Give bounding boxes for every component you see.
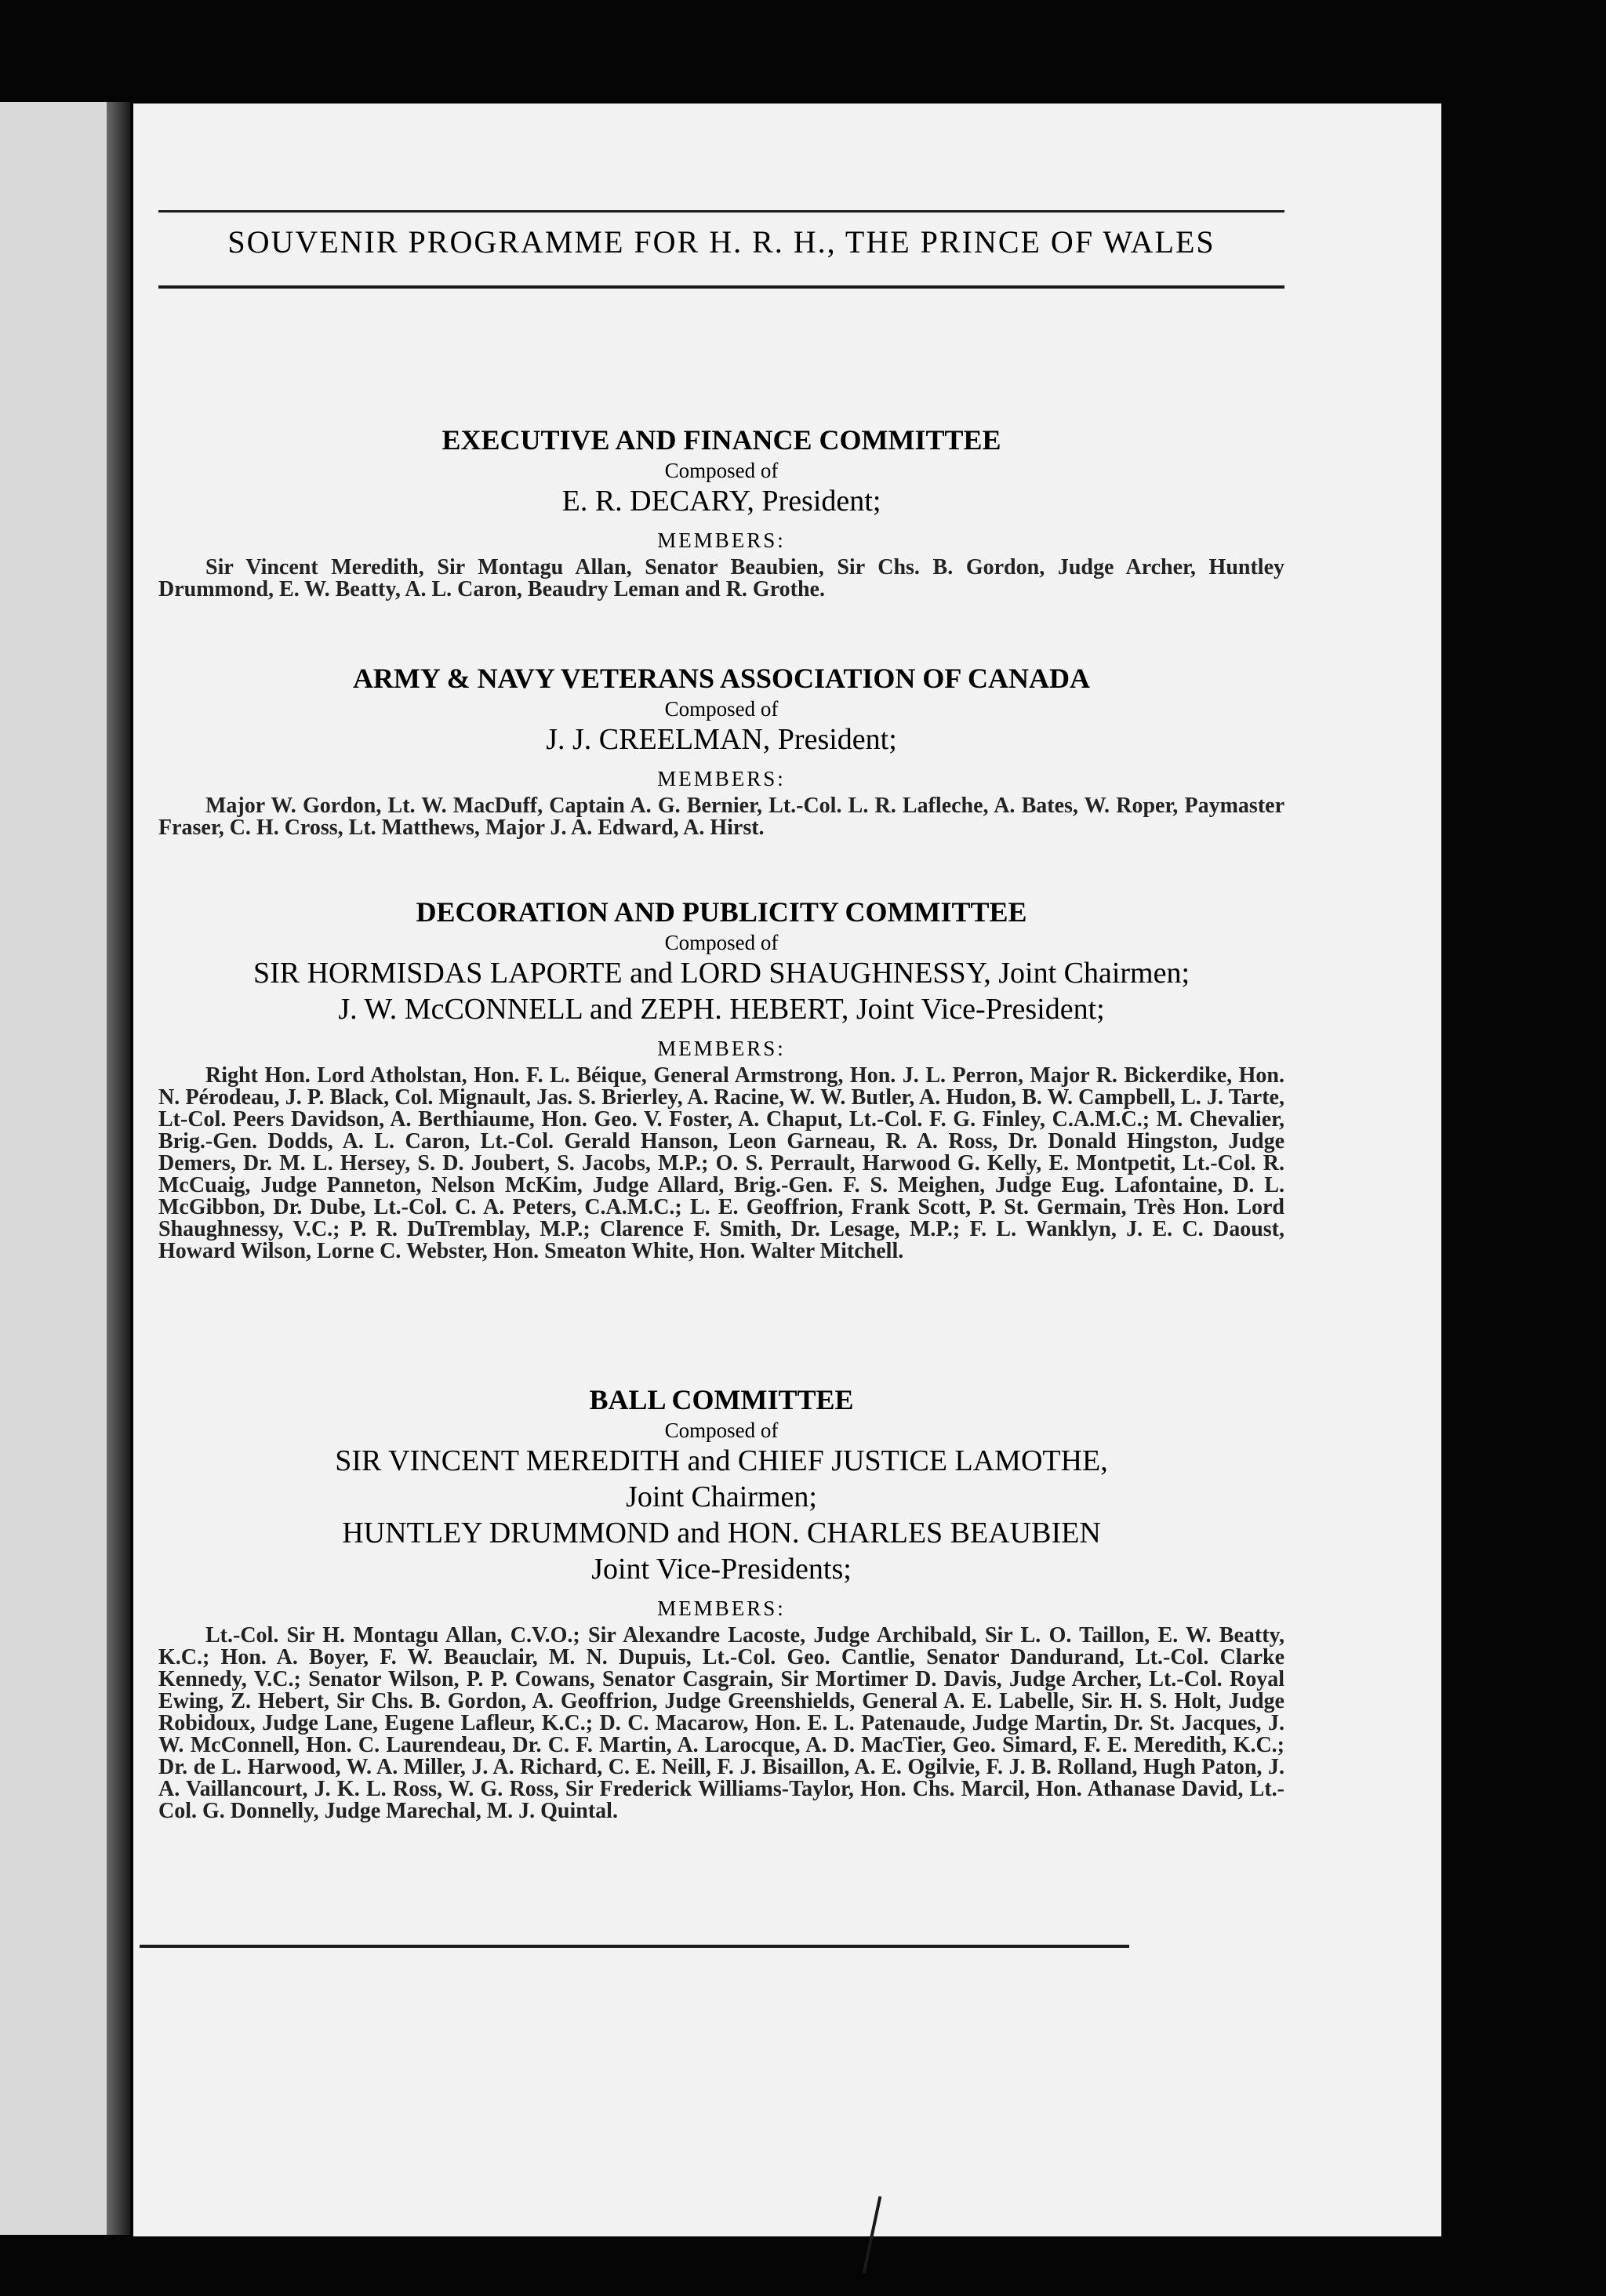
bottom-rule bbox=[140, 1945, 1129, 1948]
page-banner: SOUVENIR PROGRAMME FOR H. R. H., THE PRINCE OF WALES bbox=[227, 224, 1215, 260]
committee-officer: Joint Chairmen; bbox=[626, 1480, 817, 1513]
page-gutter-shadow bbox=[107, 102, 130, 2235]
members-list: Sir Vincent Meredith, Sir Montagu Allan, Senator Beaubien, Sir Chs. B. Gordon, Judge Archer, Huntley Drummond, E. W. Beatty, A. L. Caron, Beaudry Leman and R. Grothe. bbox=[158, 555, 1284, 601]
composed-of-label: Composed of bbox=[664, 459, 779, 482]
composed-of-label: Composed of bbox=[664, 931, 779, 954]
members-list: Lt.-Col. Sir H. Montagu Allan, C.V.O.; Sir Alexandre Lacoste, Judge Archibald, Sir L. O. Taillon, E. W. Beatty, K.C.; Hon. A. Boyer, F. W. Beauclair, M. N. Dupuis, Lt.-Col. Geo. Cantlie, Senator Dandurand, Lt.-Col. Clarke Kennedy, V.C.; Senator Wilson, P. P. Cowans, Senator Casgrain, Sir Mortimer D. Davis, Judge Archer, Lt.-Col. Royal Ewing, Z. Hebert, Sir Chs. B. Gordon, A. Geoffrion, Judge Greenshields, General A. E. Labelle, Sir. H. S. Holt, Judge Robidoux, Judge Lane, Eugene Lafleur, K.C.; D. C. Macarow, Hon. E. L. Patenaude, Judge Martin, Dr. St. Jacques, J. W. McConnell, Hon. C. Laurendeau, Dr. C. F. Martin, A. Larocque, A. D. MacTier, Geo. Simard, F. E. Meredith, K.C.; Dr. de L. Harwood, W. A. Miller, J. A. Richard, C. E. Neill, F. J. Bisaillon, A. E. Ogilvie, F. J. B. Rolland, Hugh Paton, J. A. Vaillancourt, J. K. L. Ross, W. G. Ross, Sir Frederick Williams-Taylor, Hon. Chs. Marcil, Hon. Athanase David, Lt.-Col. G. Donnelly, Judge Marechal, M. J. Quintal. bbox=[158, 1623, 1284, 1823]
committee-title: EXECUTIVE AND FINANCE COMMITTEE bbox=[441, 424, 1001, 456]
committee-army-navy-veterans bbox=[158, 660, 1284, 839]
committee-officer: J. W. McCONNELL and ZEPH. HEBERT, Joint Vice-President; bbox=[338, 993, 1105, 1026]
facing-page-edge bbox=[0, 102, 113, 2235]
members-list: Major W. Gordon, Lt. W. MacDuff, Captain A. G. Bernier, Lt.-Col. L. R. Lafleche, A. Bates, W. Roper, Paymaster Fraser, C. H. Cross, Lt. Matthews, Major J. A. Edward, A. Hirst. bbox=[158, 794, 1284, 840]
composed-of-label: Composed of bbox=[664, 697, 779, 721]
banner-rule bbox=[158, 285, 1284, 289]
committee-title: ARMY & NAVY VETERANS ASSOCIATION OF CANADA bbox=[352, 663, 1091, 694]
composed-of-label: Composed of bbox=[664, 1419, 779, 1442]
committee-ball bbox=[158, 1382, 1284, 1822]
committee-title: DECORATION AND PUBLICITY COMMITTEE bbox=[416, 896, 1027, 928]
committee-decoration-publicity bbox=[158, 894, 1284, 1262]
committee-officer: SIR HORMISDAS LAPORTE and LORD SHAUGHNESSY, Joint Chairmen; bbox=[253, 957, 1190, 990]
committee-officer: E. R. DECARY, President; bbox=[561, 485, 881, 518]
committee-executive-finance bbox=[158, 422, 1284, 601]
committee-officer: SIR VINCENT MEREDITH and CHIEF JUSTICE LAMOTHE, bbox=[335, 1444, 1108, 1477]
members-label: MEMBERS: bbox=[657, 1597, 786, 1620]
committee-title: BALL COMMITTEE bbox=[589, 1384, 854, 1415]
committee-officer: Joint Vice-Presidents; bbox=[591, 1553, 852, 1586]
members-label: MEMBERS: bbox=[657, 1037, 786, 1060]
committee-officer: HUNTLEY DRUMMOND and HON. CHARLES BEAUBIEN bbox=[342, 1517, 1101, 1549]
members-list: Right Hon. Lord Atholstan, Hon. F. L. Béique, General Armstrong, Hon. J. L. Perron, Major R. Bickerdike, Hon. N. Pérodeau, J. P. Black, Col. Mignault, Jas. S. Brierley, A. Racine, W. W. Butler, A. Hudon, B. W. Campbell, L. J. Tarte, Lt-Col. Peers Davidson, A. Berthiaume, Hon. Geo. V. Foster, A. Chaput, Lt.-Col. F. G. Finley, C.A.M.C.; M. Chevalier, Brig.-Gen. Dodds, A. L. Caron, Lt.-Col. Gerald Hanson, Leon Garneau, R. A. Ross, Dr. Donald Hingston, Judge Demers, Dr. M. L. Hersey, S. D. Joubert, S. Jacobs, M.P.; O. S. Perrault, Harwood G. Kelly, E. Montpetit, Lt.-Col. R. McCuaig, Judge Panneton, Nelson McKim, Judge Allard, Brig.-Gen. F. S. Meighen, Judge Eug. Lafontaine, D. L. McGibbon, Dr. Dube, Lt.-Col. C. A. Peters, C.A.M.C.; L. E. Geoffrion, Frank Scott, P. St. Germain, Très Hon. Lord Shaughnessy, V.C.; P. R. DuTremblay, M.P.; Clarence F. Smith, Dr. Lesage, M.P.; F. L. Wanklyn, J. E. C. Daoust, Howard Wilson, Lorne C. Webster, Hon. Smeaton White, Hon. Walter Mitchell. bbox=[158, 1063, 1284, 1263]
members-label: MEMBERS: bbox=[657, 767, 786, 790]
members-label: MEMBERS: bbox=[657, 529, 786, 552]
top-rule bbox=[158, 210, 1284, 213]
committee-officer: J. J. CREELMAN, President; bbox=[546, 723, 897, 756]
